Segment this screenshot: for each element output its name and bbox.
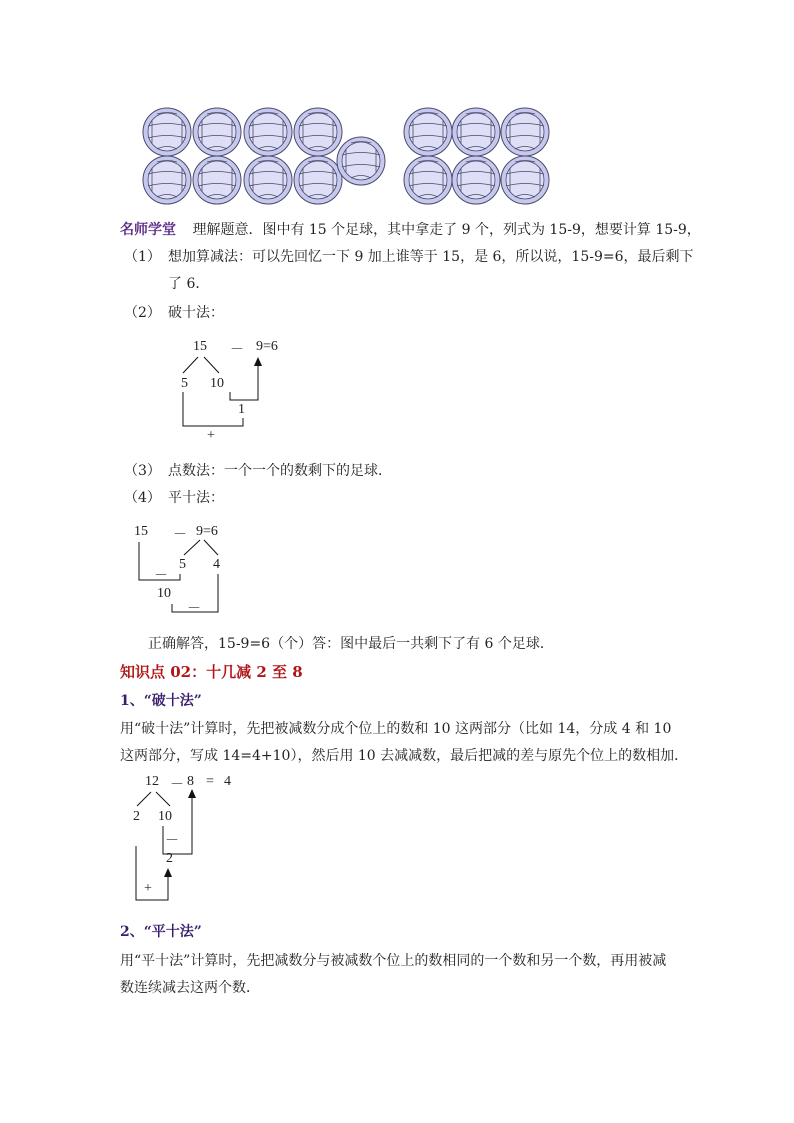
m4-minus: － (173, 528, 187, 543)
m2-split-b: 10 (210, 376, 224, 391)
s1-eq: = (206, 774, 214, 789)
teacher-label: 名师学堂 (120, 222, 176, 238)
s1-split-b: 10 (158, 809, 172, 824)
s1-split-a: 2 (133, 809, 140, 824)
section1-line2: 这两部分，写成 14=4+10），然后用 10 去减减数，最后把减的差与原先个位上的数相加． (120, 748, 689, 764)
intro-text: 理解题意．图中有 15 个足球，其中拿走了 9 个，列式为 15-9，想要计算 15-9， (192, 222, 701, 238)
s1-result: 4 (224, 774, 231, 789)
section1-title: 1、“破十法” (120, 693, 202, 709)
s1-op2: + (144, 881, 152, 896)
section2-line1: 用“平十法”计算时，先把减数分与被减数个位上的数相同的一个数和另一个数，再用被减 (120, 953, 667, 969)
knowledge-point-title: 知识点 02：十几减 2 至 8 (120, 663, 303, 681)
m4-op2: － (187, 602, 201, 617)
method1-line1: 想加算减法：可以先回忆一下 9 加上谁等于 15，是 6，所以说，15-9=6，最后剩下 (168, 249, 694, 265)
section2-title: 2、“平十法” (120, 924, 202, 940)
s1-minus: － (170, 778, 184, 793)
m4-top-left: 15 (134, 524, 148, 539)
m2-sub-result: 1 (238, 402, 245, 417)
m4-split-b: 4 (213, 557, 220, 572)
method1-line2: 了 6． (168, 276, 210, 292)
method2-title: 破十法： (168, 305, 224, 321)
method4-title: 平十法： (168, 490, 224, 506)
method3-text: 点数法：一个一个的数剩下的足球． (168, 463, 392, 479)
m4-op1: － (154, 569, 168, 584)
s1-b: 8 (187, 774, 194, 789)
m4-split-a: 5 (179, 557, 186, 572)
m2-top-left: 15 (193, 339, 207, 354)
s1-op1: － (165, 834, 179, 849)
method4-number: （4） (124, 490, 161, 506)
m4-mid: 10 (157, 586, 171, 601)
section2-line2: 数连续减去这两个数． (120, 980, 260, 996)
m2-minus: － (230, 343, 244, 358)
m2-top-right: 9=6 (256, 339, 278, 354)
answer-text: 正确解答，15-9=6（个）答：图中最后一共剩下了有 6 个足球． (148, 636, 554, 652)
section1-line1: 用“破十法”计算时，先把被减数分成个位上的数和 10 这两部分（比如 14，分成 4 和 10 (120, 721, 672, 737)
m2-split-a: 5 (181, 376, 188, 391)
s1-a: 12 (145, 774, 159, 789)
method1-number: （1） (124, 249, 161, 265)
m4-top-right: 9=6 (196, 524, 218, 539)
s1-diff: 2 (166, 851, 173, 866)
method3-number: （3） (124, 463, 161, 479)
m2-op: + (207, 428, 215, 443)
method2-number: （2） (124, 305, 161, 321)
